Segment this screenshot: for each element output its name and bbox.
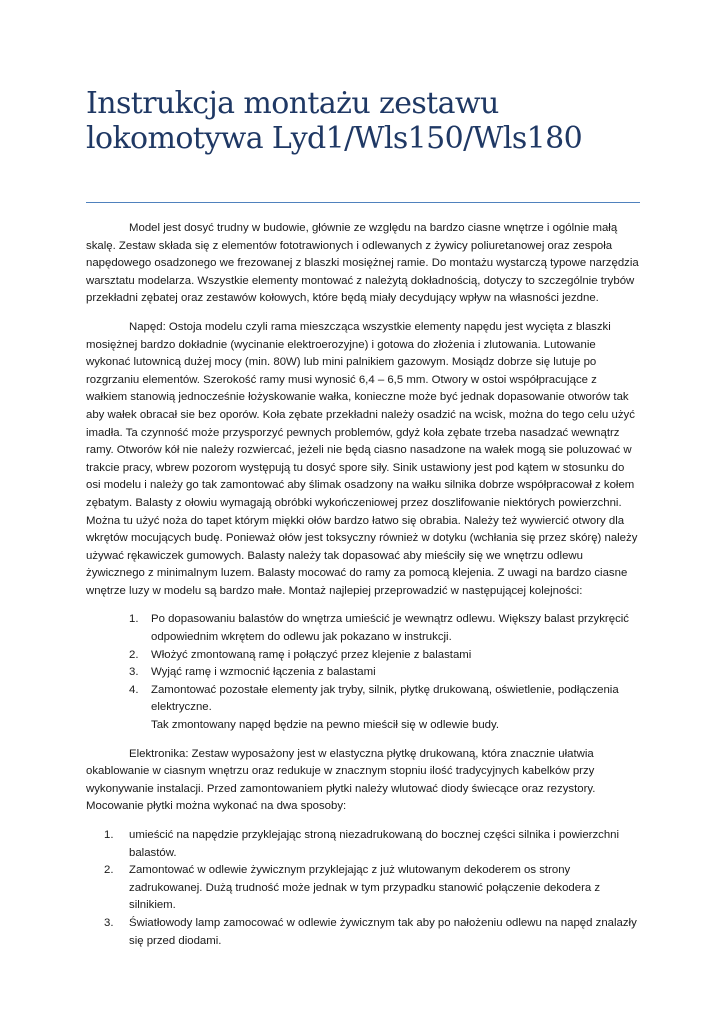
list-item-number: 2.: [129, 648, 139, 661]
mounting-methods-list: [86, 827, 640, 950]
document-body: [86, 220, 640, 961]
list-item: [86, 862, 640, 915]
list-item: [86, 915, 640, 950]
list-item-text: Światłowody lamp zamocować w odlewie żywicznym tak aby po nałożeniu odlewu na napęd znalazły się przed diodami.: [129, 916, 637, 947]
electronics-paragraph: Elektronika: Zestaw wyposażony jest w elastyczna płytkę drukowaną, która znacznie ułatwia okablowanie w ciasnym wnętrzu oraz redukuje w znacznym stopniu ilość tradycyjnych kabelków przy wykonywanie instalacji. Przed zamontowaniem płytki należy wlutować diody świecące oraz rezystory. Mocowanie płytki można wykonać na dwa sposoby:: [86, 747, 596, 813]
title-line-1: Instrukcja montażu zestawu: [86, 86, 499, 121]
list-item-text: Wyjąć ramę i wzmocnić łączenia z balastami: [151, 666, 376, 679]
list-item: [86, 664, 640, 682]
assembly-steps-list: [86, 611, 640, 734]
list-item-text: Zamontować pozostałe elementy jak tryby, silnik, płytkę drukowaną, oświetlenie, podłączenia elektryczne.: [151, 683, 619, 714]
list-item-number: 3.: [104, 916, 114, 929]
list-item-text: umieścić na napędzie przyklejając stroną niezadrukowaną do bocznej części silnika i powierzchni balastów.: [129, 829, 620, 859]
title-divider: [86, 202, 640, 203]
list-item: [86, 682, 640, 735]
list-item-number: 1.: [104, 829, 114, 841]
intro-paragraph: Model jest dosyć trudny w budowie, głównie ze względu na bardzo ciasne wnętrze i ogólnie małą skalę. Zestaw składa się z elementów fototrawionych i odlewanych z żywicy poliuretanowej oraz zespoła napędowego osadzonego we frezowanej z blaszki mosiężnej ramie. Do montażu wystarczą typowe narzędzia warsztatu modelarza. Wszystkie elementy montować z należytą dokładnością, dotyczy to szczególnie trybów przekładni zębatej oraz zestawów kołowych, które będą miały decydujący wpływ na własności jezdne.: [86, 222, 639, 305]
list-item-note: Tak zmontowany napęd będzie na pewno mieścił się w odlewie budy.: [151, 719, 500, 732]
list-item: [86, 611, 640, 646]
list-item: [86, 647, 640, 665]
list-item-number: 2.: [104, 864, 114, 877]
drive-paragraph: Napęd: Ostoja modelu czyli rama mieszcząca wszystkie elementy napędu jest wycięta z blaszki mosiężnej bardzo dokładnie (wycinanie elektroerozyjne) i gotowa do złożenia i zlutowania. Lutowanie wykonać lutownicą dużej mocy (min. 80W) lub mini palnikiem gazowym. Mosiądz dobrze się lutuje po rozgrzaniu elementów. Szerokość ramy musi wynosić 6,4 – 6,5 mm. Otwory w ostoi współpracujące z wałkiem stanowią jednocześnie łożyskowanie wałka, konieczne może być jednak dopasowanie otworów tak aby wałek obracał sie bez oporów. Koła zębate przekładni należy osadzić na wcisk, można do tego celu użyć imadła. Ta czynność może przysporzyć pewnych problemów, gdyż koła zębate trzeba nasadzać wewnątrz ramy. Otworów kół nie należy rozwiercać, jeżeli nie będą ciasno nasadzone na wałek mogą sie poluzować w trakcie pracy, wbrew pozorom występują tu dosyć spore siły. Sinik ustawiony jest pod kątem w stosunku do osi modelu i należy go tak zamontować aby ślimak osadzony na wałku silnika dobrze współpracował z kołem zębatym. Balasty z ołowiu wymagają obróbki wykończeniowej przez doszlifowanie niektórych powierzchni. Można tu użyć noża do tapet którym miękki ołów bardzo łatwo się obrabia. Należy też wywiercić otwory dla wkrętów mocujących budę. Ponieważ ołów jest toksyczny również w dotyku (wchłania się przez skórę) należy używać rękawiczek gumowych. Balasty należy tak dopasować aby mieściły się we wnętrzu odlewu żywicznego z minimalnym luzem. Balasty mocować do ramy za pomocą klejenia. Z uwagi na bardzo ciasne wnętrze luzy w modelu są bardzo małe. Montaż najlepiej przeprowadzić w następującej kolejności:: [86, 320, 638, 597]
list-item-number: 1.: [129, 613, 139, 626]
list-item-text: Włożyć zmontowaną ramę i połączyć przez klejenie z balastami: [151, 648, 472, 661]
list-item-number: 4.: [129, 683, 139, 696]
document-title: [86, 86, 646, 156]
title-line-2: lokomotywa Lyd1/Wls150/Wls180: [86, 121, 583, 156]
list-item-number: 3.: [129, 666, 139, 679]
list-item: [86, 827, 640, 862]
list-item-text: Zamontować w odlewie żywicznym przyklejając z już wlutowanym dekoderem os strony zadrukowanej. Dużą trudność może jednak w tym przypadku stanowić połączenie dekodera z silnikiem.: [129, 864, 601, 912]
list-item-text: Po dopasowaniu balastów do wnętrza umieścić je wewnątrz odlewu. Większy balast przykręcić odpowiednim wkrętem do odlewu jak pokazano w instrukcji.: [151, 613, 629, 644]
